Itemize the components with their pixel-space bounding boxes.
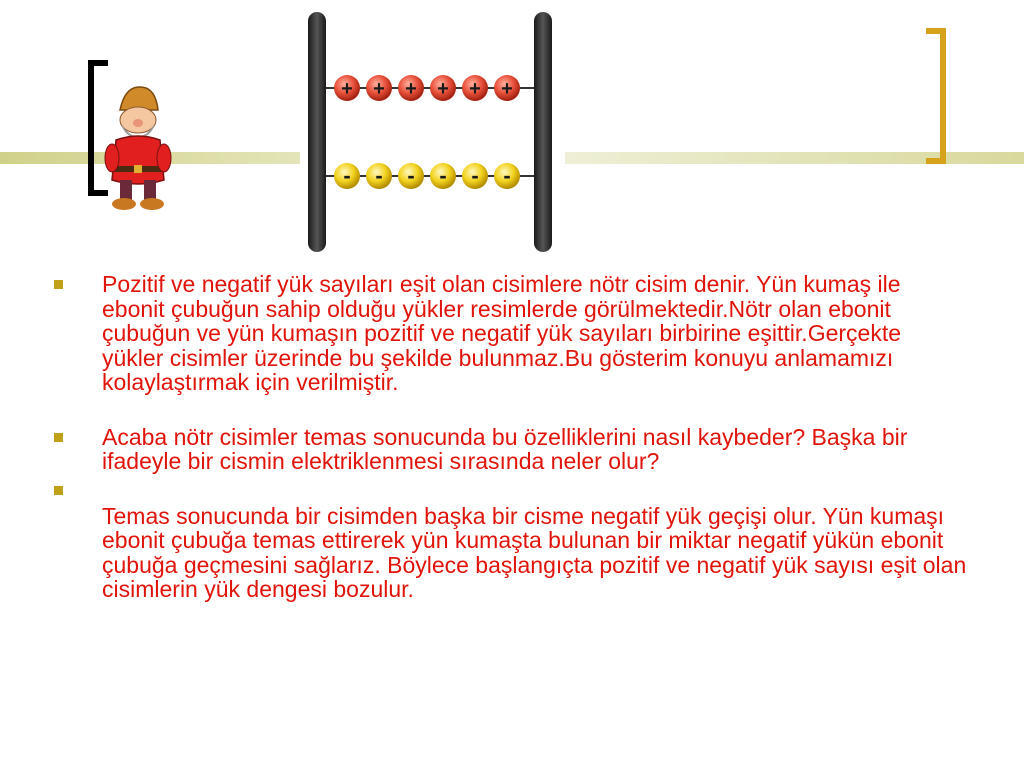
- positive-sign: +: [373, 78, 385, 100]
- bullet-item: [48, 272, 968, 395]
- dwarf-illustration: [98, 80, 178, 215]
- bullet-marker: [54, 486, 63, 495]
- negative-sign: -: [471, 163, 479, 188]
- positive-sign: +: [341, 78, 353, 100]
- bullet-list: [48, 272, 968, 602]
- bullet-item: [48, 480, 968, 602]
- positive-sign: +: [437, 78, 449, 100]
- positive-sign: +: [469, 78, 481, 100]
- bullet-marker: [54, 433, 63, 442]
- negative-sign: -: [375, 163, 383, 188]
- negative-sign: -: [439, 163, 447, 188]
- right-bracket: [926, 28, 946, 164]
- charge-rods-illustration: [300, 8, 560, 256]
- bullet-text: Acaba nötr cisimler temas sonucunda bu özelliklerini nasıl kaybeder? Başka bir ifadeyle bir cismin elektriklenmesi sırasında neler olur?: [102, 423, 908, 474]
- left-rod: [308, 12, 326, 252]
- positive-sign: +: [501, 78, 513, 100]
- right-rod: [534, 12, 552, 252]
- negative-sign: -: [503, 163, 511, 188]
- bullet-item: [48, 425, 968, 474]
- positive-sign: +: [405, 78, 417, 100]
- negative-sign: -: [343, 163, 351, 188]
- bullet-text: Pozitif ve negatif yük sayıları eşit olan cisimlere nötr cisim denir. Yün kumaş ile ebonit çubuğun sahip olduğu yükler resimlerde görülmektedir.Nötr olan ebonit çubuğun ve yün kumaşın pozitif ve negatif yük sayıları birbirine eşittir.Gerçekte yükler cisimler üzerinde bu şekilde bulunmaz.Bu gösterim konuyu anlamamızı kolaylaştırmak için verilmiştir.: [102, 271, 902, 395]
- negative-sign: -: [407, 163, 415, 188]
- bullet-marker: [54, 280, 63, 289]
- header-rule-right: [565, 152, 1024, 164]
- bullet-text: Temas sonucunda bir cisimden başka bir cisme negatif yük geçişi olur. Yün kumaşı ebonit çubuğa temas ettirerek yün kumaşta bulunan bir miktar negatif yükün ebonit çubuğa geçmesini sağlarız. Böylece başlangıçta pozitif ve negatif yük sayısı eşit olan cisimlerin yük dengesi bozulur.: [102, 502, 967, 602]
